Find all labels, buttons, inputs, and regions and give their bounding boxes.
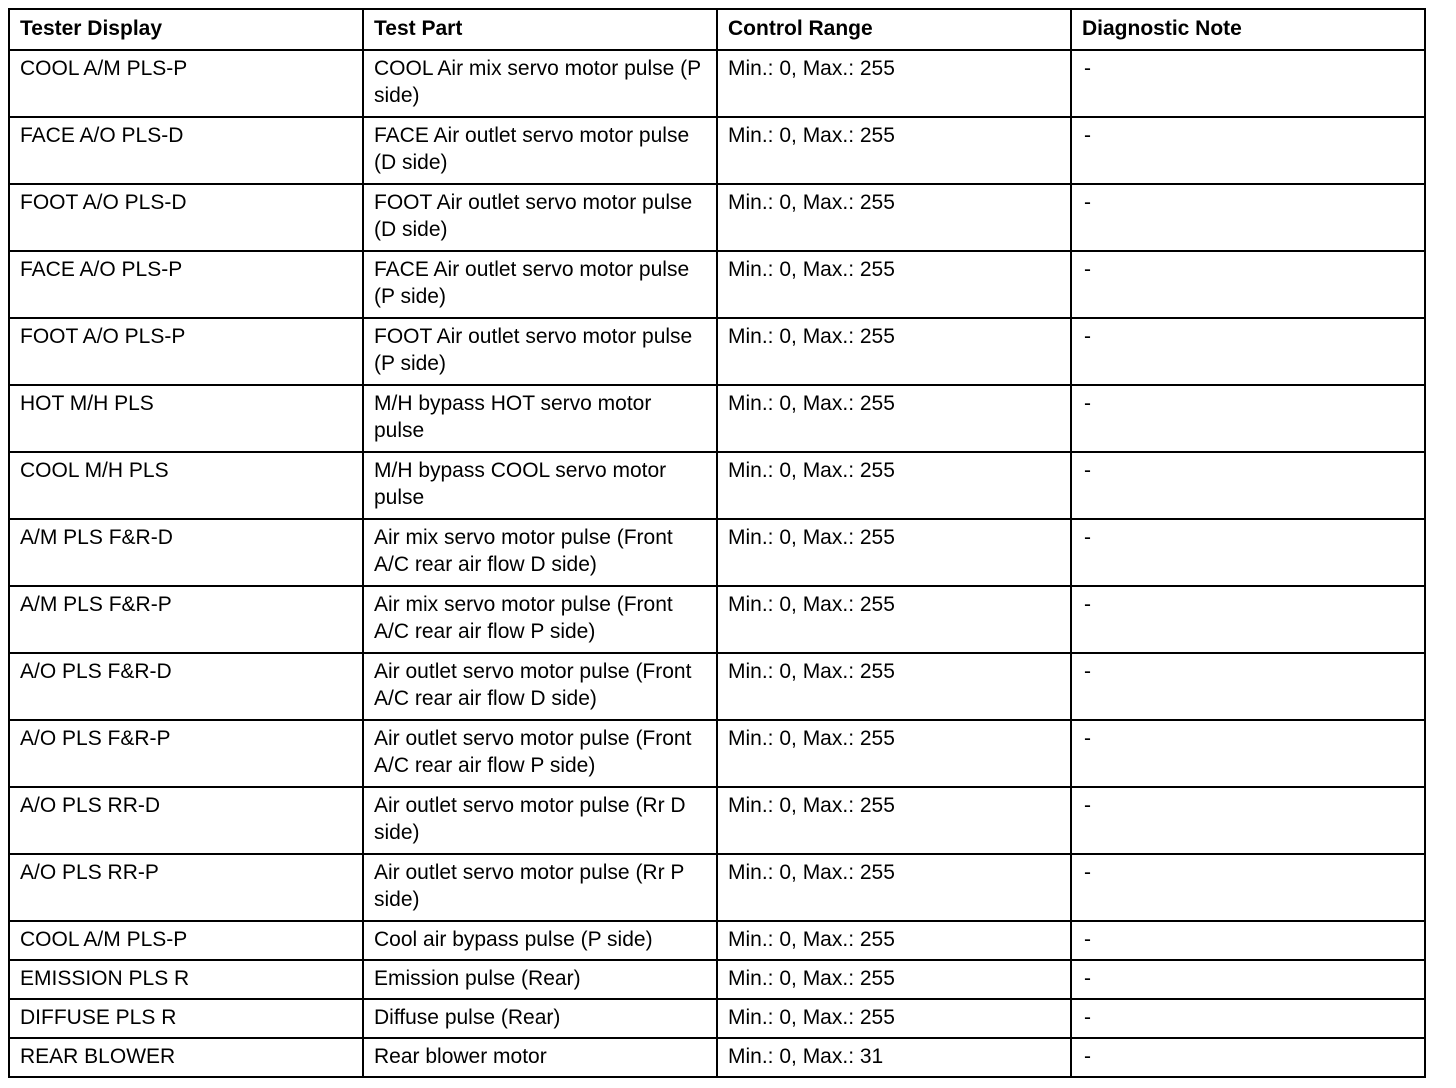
table-row [9,921,1425,960]
table-row [9,452,1425,519]
cell-diagnostic-note: - [1071,184,1425,251]
cell-diagnostic-note: - [1071,854,1425,921]
cell-control-range: Min.: 0, Max.: 255 [717,653,1071,720]
table-row [9,586,1425,653]
table-row [9,854,1425,921]
table-header-row [9,9,1425,50]
cell-control-range: Min.: 0, Max.: 255 [717,787,1071,854]
cell-control-range: Min.: 0, Max.: 255 [717,318,1071,385]
cell-tester-display: FOOT A/O PLS-D [9,184,363,251]
table-row [9,318,1425,385]
table-row [9,50,1425,117]
header-diagnostic-note: Diagnostic Note [1071,9,1425,50]
cell-control-range: Min.: 0, Max.: 255 [717,50,1071,117]
cell-diagnostic-note: - [1071,519,1425,586]
table-row [9,184,1425,251]
table-row [9,519,1425,586]
cell-test-part: FOOT Air outlet servo motor pulse (D side) [363,184,717,251]
table-row [9,1038,1425,1077]
cell-control-range: Min.: 0, Max.: 255 [717,960,1071,999]
cell-tester-display: COOL A/M PLS-P [9,50,363,117]
cell-diagnostic-note: - [1071,787,1425,854]
cell-tester-display: COOL M/H PLS [9,452,363,519]
cell-control-range: Min.: 0, Max.: 255 [717,452,1071,519]
cell-diagnostic-note: - [1071,921,1425,960]
cell-control-range: Min.: 0, Max.: 255 [717,854,1071,921]
table-row [9,251,1425,318]
cell-tester-display: FOOT A/O PLS-P [9,318,363,385]
cell-test-part: Air outlet servo motor pulse (Rr P side) [363,854,717,921]
cell-test-part: FACE Air outlet servo motor pulse (D side) [363,117,717,184]
cell-test-part: M/H bypass COOL servo motor pulse [363,452,717,519]
cell-tester-display: A/O PLS F&R-D [9,653,363,720]
cell-test-part: Diffuse pulse (Rear) [363,999,717,1038]
cell-diagnostic-note: - [1071,50,1425,117]
cell-tester-display: EMISSION PLS R [9,960,363,999]
cell-control-range: Min.: 0, Max.: 255 [717,586,1071,653]
table-row [9,720,1425,787]
cell-tester-display: FACE A/O PLS-P [9,251,363,318]
cell-test-part: COOL Air mix servo motor pulse (P side) [363,50,717,117]
cell-control-range: Min.: 0, Max.: 255 [717,519,1071,586]
cell-test-part: Rear blower motor [363,1038,717,1077]
table-row [9,385,1425,452]
cell-diagnostic-note: - [1071,452,1425,519]
cell-control-range: Min.: 0, Max.: 255 [717,251,1071,318]
cell-tester-display: COOL A/M PLS-P [9,921,363,960]
table-row [9,787,1425,854]
header-test-part: Test Part [363,9,717,50]
cell-control-range: Min.: 0, Max.: 255 [717,385,1071,452]
cell-test-part: Air mix servo motor pulse (Front A/C rear air flow P side) [363,586,717,653]
cell-control-range: Min.: 0, Max.: 255 [717,999,1071,1038]
data-list-table [8,8,1426,1078]
cell-tester-display: A/O PLS RR-D [9,787,363,854]
cell-tester-display: A/O PLS RR-P [9,854,363,921]
cell-diagnostic-note: - [1071,117,1425,184]
cell-diagnostic-note: - [1071,999,1425,1038]
cell-control-range: Min.: 0, Max.: 31 [717,1038,1071,1077]
cell-test-part: Air mix servo motor pulse (Front A/C rear air flow D side) [363,519,717,586]
table-row [9,960,1425,999]
table-row [9,117,1425,184]
cell-control-range: Min.: 0, Max.: 255 [717,720,1071,787]
cell-test-part: Air outlet servo motor pulse (Rr D side) [363,787,717,854]
cell-control-range: Min.: 0, Max.: 255 [717,921,1071,960]
cell-tester-display: DIFFUSE PLS R [9,999,363,1038]
cell-diagnostic-note: - [1071,720,1425,787]
header-control-range: Control Range [717,9,1071,50]
cell-tester-display: FACE A/O PLS-D [9,117,363,184]
cell-tester-display: A/M PLS F&R-D [9,519,363,586]
cell-control-range: Min.: 0, Max.: 255 [717,184,1071,251]
cell-test-part: FACE Air outlet servo motor pulse (P side) [363,251,717,318]
cell-test-part: FOOT Air outlet servo motor pulse (P side) [363,318,717,385]
table-row [9,653,1425,720]
cell-test-part: Cool air bypass pulse (P side) [363,921,717,960]
cell-diagnostic-note: - [1071,586,1425,653]
cell-tester-display: REAR BLOWER [9,1038,363,1077]
cell-diagnostic-note: - [1071,251,1425,318]
cell-diagnostic-note: - [1071,960,1425,999]
cell-test-part: Air outlet servo motor pulse (Front A/C rear air flow P side) [363,720,717,787]
cell-diagnostic-note: - [1071,653,1425,720]
cell-tester-display: A/O PLS F&R-P [9,720,363,787]
cell-diagnostic-note: - [1071,318,1425,385]
cell-test-part: Emission pulse (Rear) [363,960,717,999]
cell-test-part: Air outlet servo motor pulse (Front A/C rear air flow D side) [363,653,717,720]
cell-tester-display: A/M PLS F&R-P [9,586,363,653]
cell-test-part: M/H bypass HOT servo motor pulse [363,385,717,452]
header-tester-display: Tester Display [9,9,363,50]
cell-control-range: Min.: 0, Max.: 255 [717,117,1071,184]
cell-tester-display: HOT M/H PLS [9,385,363,452]
table-row [9,999,1425,1038]
cell-diagnostic-note: - [1071,385,1425,452]
cell-diagnostic-note: - [1071,1038,1425,1077]
